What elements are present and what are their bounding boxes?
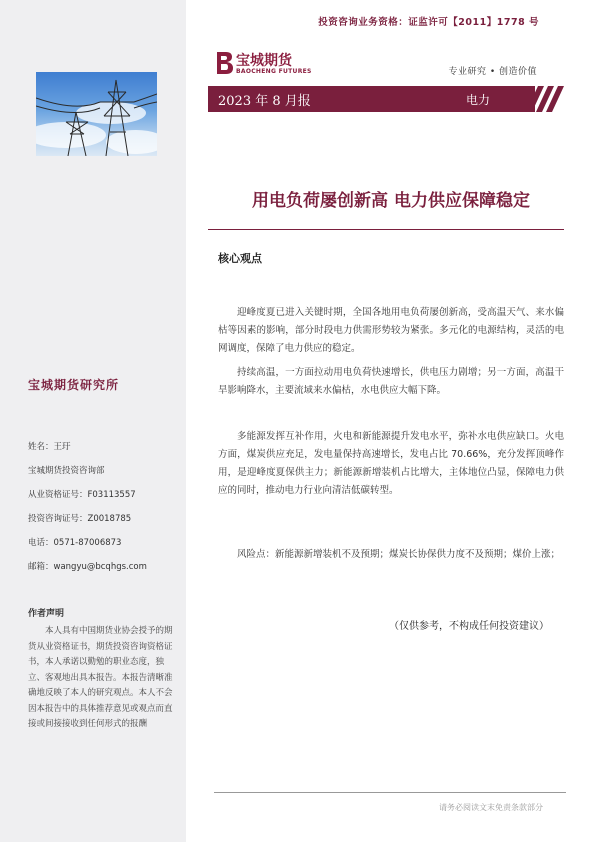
paragraph: 多能源发挥互补作用，火电和新能源提升发电水平，弥补水电供应缺口。火电方面，煤炭供应充足，发电量保持高速增长，发电占比 70.66%，充分发挥顶峰作用，是迎峰度夏保供主力；新能源新增装机占比增大，主体地位凸显，保障电力供应的同时，推动电力行业向清洁低碳转型。 — [218, 431, 564, 496]
footer-note: 请务必阅读文末免责条款部分 — [439, 803, 543, 812]
declaration-text: 本人具有中国期货业协会授予的期货从业资格证书，期货投资咨询资格证书，本人承诺以勤勉的职业态度，独立、客观地出具本报告。本报告清晰准确地反映了本人的研究观点。本人不会因本报告中的具体推荐意见或观点而直接或间接接收到任何形式的报酬 — [28, 626, 173, 729]
declaration-title: 作者声明 — [28, 609, 65, 619]
report-banner — [208, 86, 535, 112]
paragraph: 持续高温，一方面拉动用电负荷快速增长，供电压力剧增；另一方面，高温干旱影响降水，主要流域来水偏枯，水电供应大幅下降。 — [218, 367, 564, 396]
license-text: 投资咨询业务资格：证监许可【2011】1778 号 — [318, 17, 539, 28]
consult-cert: 投资咨询证号：Z0018785 — [28, 514, 132, 524]
power-tower-icon — [36, 72, 157, 156]
section-heading: 核心观点 — [218, 252, 262, 265]
department: 宝城期货投资咨询部 — [28, 466, 105, 476]
report-date: 2023 年 8 月报 — [218, 94, 311, 109]
power-tower-photo — [36, 72, 157, 156]
disclaimer-note: （仅供参考，不构成任何投资建议） — [389, 621, 549, 632]
phone: 电话：0571-87006873 — [28, 538, 122, 548]
report-sector: 电力 — [466, 93, 491, 107]
practice-cert: 从业资格证号：F03113557 — [28, 490, 136, 500]
email: 邮箱：wangyu@bcqhgs.com — [28, 562, 147, 572]
slogan: 专业研究 • 创造价值 — [448, 67, 537, 77]
logo-chinese-name: 宝城期货 — [236, 53, 292, 69]
title-divider — [208, 229, 564, 230]
risk-paragraph: 风险点：新能源新增装机不及预期；煤炭长协保供力度不及预期；煤价上涨； — [237, 549, 561, 560]
footer-divider — [214, 792, 566, 793]
logo-english-name: BAOCHENG FUTURES — [236, 68, 312, 75]
report-title: 用电负荷屡创新高 电力供应保障稳定 — [252, 191, 530, 211]
author-name: 姓名：王玗 — [28, 442, 71, 452]
institute-name: 宝城期货研究所 — [28, 378, 120, 392]
baocheng-logo-icon — [214, 50, 234, 76]
paragraph: 迎峰度夏已进入关键时期，全国各地用电负荷屡创新高，受高温天气、来水偏枯等因素的影响，部分时段电力供需形势较为紧张。多元化的电源结构，灵活的电网调度，保障了电力供应的稳定。 — [218, 307, 564, 354]
banner-stripes — [520, 86, 564, 112]
